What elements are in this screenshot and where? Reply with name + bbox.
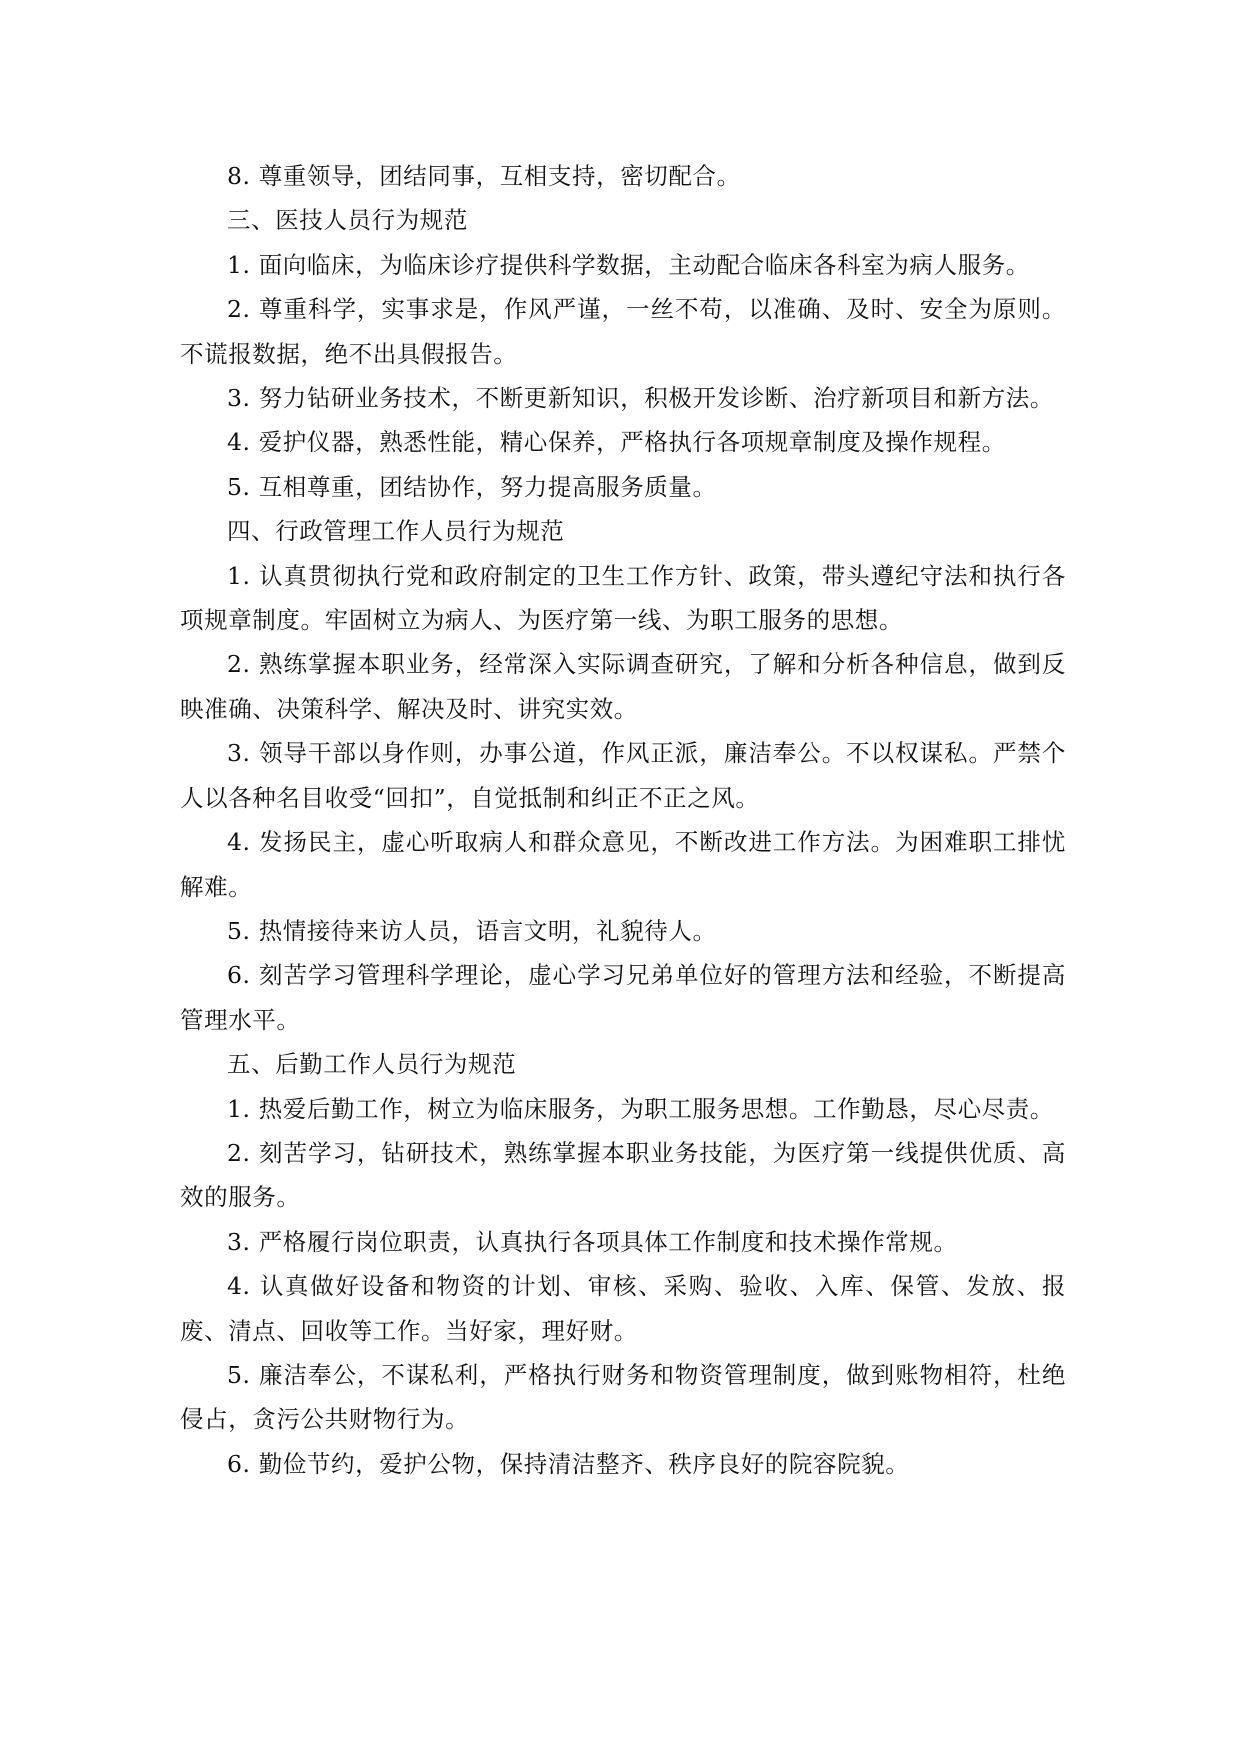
logistics-item-4: 4. 认真做好设备和物资的计划、审核、采购、验收、入库、保管、发放、报废、清点、回收等工作。当好家，理好财。 <box>180 1272 1066 1345</box>
tech-item-2: 2. 尊重科学，实事求是，作风严谨，一丝不苟，以准确、及时、安全为原则。不谎报数据，绝不出具假报告。 <box>180 295 1066 368</box>
logistics-item-3: 3. 严格履行岗位职责，认真执行各项具体工作制度和技术操作常规。 <box>227 1227 958 1256</box>
logistics-item-5: 5. 廉洁奉公，不谋私利，严格执行财务和物资管理制度，做到账物相符，杜绝侵占，贪污公共财物行为。 <box>180 1360 1066 1434</box>
admin-item-1: 1. 认真贯彻执行党和政府制定的卫生工作方针、政策，带头遵纪守法和执行各项规章制度。牢固树立为病人、为医疗第一线、为职工服务的思想。 <box>180 561 1066 635</box>
section-heading-administration: 四、行政管理工作人员行为规范 <box>227 517 565 546</box>
admin-item-5: 5. 热情接待来访人员，语言文明，礼貌待人。 <box>227 916 717 945</box>
logistics-item-6: 6. 勤俭节约，爱护公物，保持清洁整齐、秩序良好的院容院貌。 <box>227 1449 910 1478</box>
section-heading-medical-technicians: 三、医技人员行为规范 <box>227 206 468 235</box>
item-8-respect-leaders: 8. 尊重领导，团结同事，互相支持，密切配合。 <box>227 162 741 190</box>
tech-item-3: 3. 努力钻研业务技术，不断更新知识，积极开发诊断、治疗新项目和新方法。 <box>227 384 1054 413</box>
tech-item-1: 1. 面向临床，为临床诊疗提供科学数据，主动配合临床各科室为病人服务。 <box>227 250 1030 279</box>
tech-item-5: 5. 互相尊重，团结协作，努力提高服务质量。 <box>227 472 717 501</box>
document-page <box>180 154 1066 1486</box>
tech-item-4: 4. 爱护仪器，熟悉性能，精心保养，严格执行各项规章制度及操作规程。 <box>227 428 1006 457</box>
admin-item-2: 2. 熟练掌握本职业务，经常深入实际调查研究，了解和分析各种信息，做到反映准确、决策科学、解决及时、讲究实效。 <box>180 650 1066 723</box>
logistics-item-2: 2. 刻苦学习，钻研技术，熟练掌握本职业务技能，为医疗第一线提供优质、高效的服务。 <box>180 1138 1066 1212</box>
admin-item-4: 4. 发扬民主，虚心听取病人和群众意见，不断改进工作方法。为困难职工排忧解难。 <box>180 828 1066 901</box>
admin-item-3: 3. 领导干部以身作则，办事公道，作风正派，廉洁奉公。不以权谋私。严禁个人以各种名目收受“回扣”，自觉抵制和纠正不正之风。 <box>180 739 1066 812</box>
section-heading-logistics: 五、后勤工作人员行为规范 <box>227 1050 517 1079</box>
admin-item-6: 6. 刻苦学习管理科学理论，虚心学习兄弟单位好的管理方法和经验，不断提高管理水平。 <box>180 961 1066 1034</box>
logistics-item-1: 1. 热爱后勤工作，树立为临床服务，为职工服务思想。工作勤恳，尽心尽责。 <box>227 1094 1054 1123</box>
